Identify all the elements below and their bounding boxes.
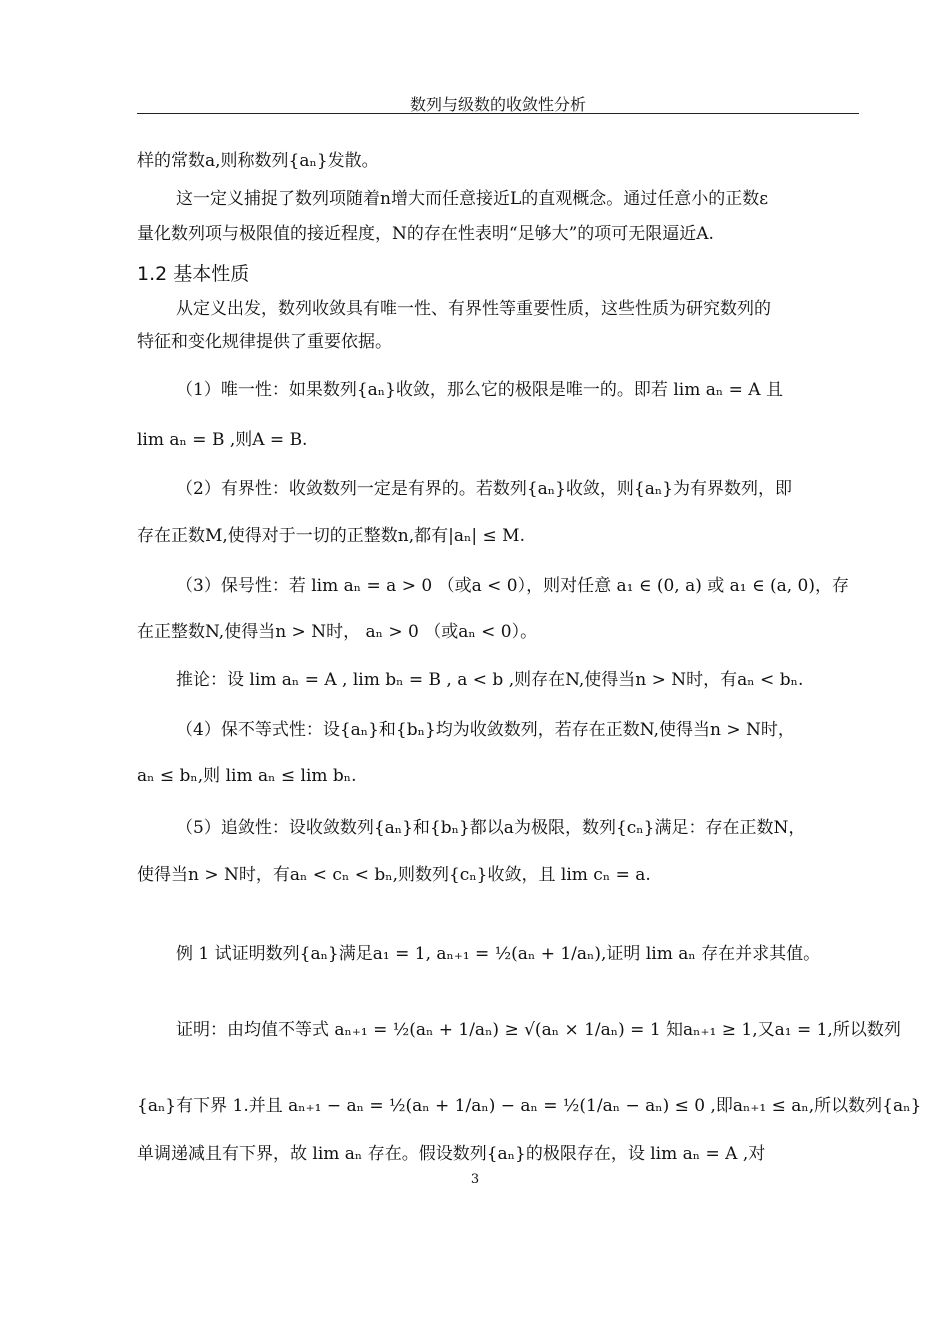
text-line: 在正整数N,使得当n > N时， aₙ > 0 （或aₙ < 0）。 [137,622,538,642]
example-line: 例 1 试证明数列{aₙ}满足a₁ = 1, aₙ₊₁ = ½(aₙ + 1/aₙ),证明 lim aₙ 存在并求其值。 [176,944,821,964]
text-line: 存在正数M,使得对于一切的正整数n,都有|aₙ| ≤ M. [137,526,525,546]
text-line: 特征和变化规律提供了重要依据。 [137,332,392,352]
section-heading: 1.2 基本性质 [137,263,250,285]
text-line: （2）有界性：收敛数列一定是有界的。若数列{aₙ}收敛，则{aₙ}为有界数列，即 [176,479,793,499]
text-line: 量化数列项与极限值的接近程度，N的存在性表明“足够大”的项可无限逼近A. [137,224,714,244]
page-header-title: 数列与级数的收敛性分析 [409,95,586,114]
text-line: 使得当n > N时，有aₙ < cₙ < bₙ,则数列{cₙ}收敛，且 lim cₙ = a. [137,865,651,885]
text-line: （1）唯一性：如果数列{aₙ}收敛，那么它的极限是唯一的。即若 lim aₙ = A 且 [176,380,783,400]
text-line: 单调递减且有下界，故 lim aₙ 存在。假设数列{aₙ}的极限存在，设 lim aₙ = A ,对 [137,1144,766,1164]
text-line: （5）追敛性：设收敛数列{aₙ}和{bₙ}都以a为极限，数列{cₙ}满足：存在正数N， [176,818,806,838]
text-line: （3）保号性：若 lim aₙ = a > 0 （或a < 0），则对任意 a₁ ∈ (0, a) 或 a₁ ∈ (a, 0)，存 [176,576,850,596]
text-line: 这一定义捕捉了数列项随着n增大而任意接近L的直观概念。通过任意小的正数ε [176,189,769,209]
text-line: 从定义出发，数列收敛具有唯一性、有界性等重要性质，这些性质为研究数列的 [176,299,771,319]
page-header-rule [137,113,859,114]
proof-line: 证明：由均值不等式 aₙ₊₁ = ½(aₙ + 1/aₙ) ≥ √(aₙ × 1/aₙ) = 1 知aₙ₊₁ ≥ 1,又a₁ = 1,所以数列 [176,1020,901,1040]
page-number: 3 [470,1172,480,1187]
text-line: 样的常数a,则称数列{aₙ}发散。 [137,151,379,171]
text-line: 推论：设 lim aₙ = A , lim bₙ = B , a < b ,则存在N,使得当n > N时，有aₙ < bₙ. [176,670,804,690]
text-line: （4）保不等式性：设{aₙ}和{bₙ}均为收敛数列，若存在正数N,使得当n > N时， [176,720,795,740]
text-line: aₙ ≤ bₙ,则 lim aₙ ≤ lim bₙ. [137,766,357,786]
text-line: lim aₙ = B ,则A = B. [137,430,308,450]
text-line: {aₙ}有下界 1.并且 aₙ₊₁ − aₙ = ½(aₙ + 1/aₙ) − aₙ = ½(1/aₙ − aₙ) ≤ 0 ,即aₙ₊₁ ≤ aₙ,所以数列{aₙ} [137,1096,922,1116]
